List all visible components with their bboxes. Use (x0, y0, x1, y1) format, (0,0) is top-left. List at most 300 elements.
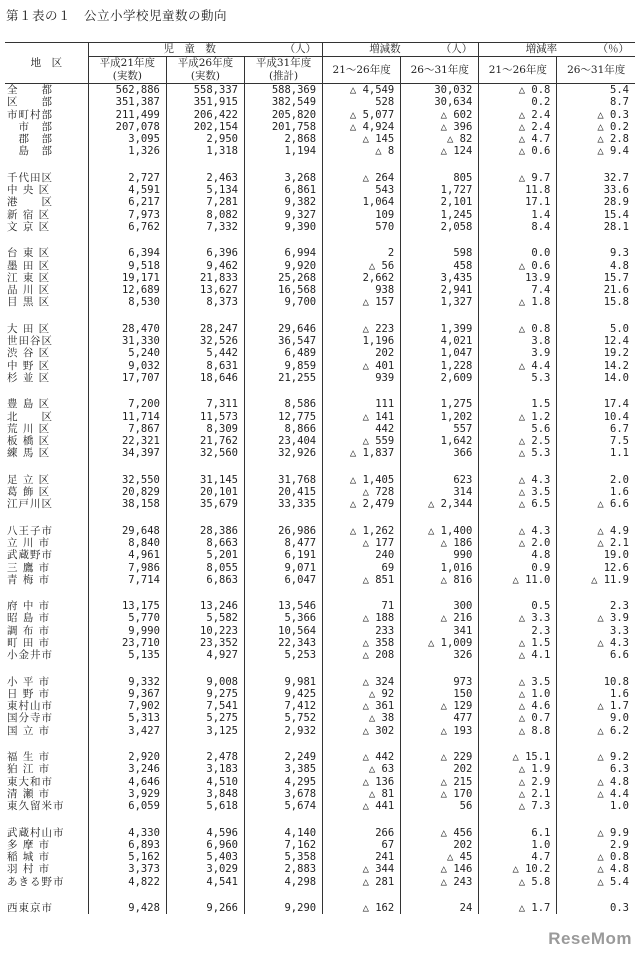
value-cell: 1,327 (401, 296, 479, 308)
spacer-cell (557, 158, 635, 172)
value-cell: △ 208 (323, 649, 401, 661)
spacer-cell (5, 888, 88, 902)
value-cell: 2,478 (166, 751, 244, 763)
value-cell: △ 216 (401, 612, 479, 624)
area-name-cell: 千代田区 (7, 171, 53, 184)
value-cell: 2,883 (244, 863, 322, 875)
value-cell: 9,275 (166, 688, 244, 700)
value-cell: 382,549 (244, 96, 322, 108)
spacer-cell (244, 233, 322, 247)
table-row (5, 109, 635, 121)
spacer-cell (479, 662, 557, 676)
value-cell: 3,373 (88, 863, 166, 875)
value-cell: △ 1.9 (479, 763, 557, 775)
value-cell: 3,268 (244, 172, 322, 184)
table-row (5, 121, 635, 133)
value-cell: 1,318 (166, 145, 244, 157)
table-row (5, 827, 635, 839)
area-name-cell: 江戸川区 (7, 498, 53, 511)
col-header-rate-26-31: 26～31年度 (557, 57, 635, 84)
table-row (5, 498, 635, 510)
spacer-cell (557, 737, 635, 751)
area-name-cell: 世田谷区 (7, 335, 53, 348)
col-header-h21 (88, 57, 166, 84)
value-cell: △ 56 (323, 260, 401, 272)
group-spacer (5, 309, 635, 323)
value-cell: △ 7.3 (479, 800, 557, 812)
value-cell: △ 2.1 (557, 537, 635, 549)
value-cell: △ 3.9 (557, 612, 635, 624)
value-cell: 8,530 (88, 296, 166, 308)
value-cell: 6,762 (88, 221, 166, 233)
value-cell: 5,752 (244, 712, 322, 724)
value-cell: 5,134 (166, 184, 244, 196)
spacer-cell (244, 158, 322, 172)
value-cell: 33,335 (244, 498, 322, 510)
col-header-h31 (244, 57, 322, 84)
area-name-cell: 三 鷹 市 (7, 561, 51, 574)
value-cell: 207,078 (88, 121, 166, 133)
spacer-cell (244, 737, 322, 751)
value-cell: 477 (401, 712, 479, 724)
area-name-cell: 東久留米市 (7, 800, 65, 813)
spacer-cell (88, 384, 166, 398)
value-cell: 8.4 (479, 221, 557, 233)
value-cell: 1,016 (401, 562, 479, 574)
count-group-header (88, 43, 322, 57)
spacer-cell (323, 662, 401, 676)
value-cell: 9,332 (88, 676, 166, 688)
table-row (5, 612, 635, 624)
value-cell: 990 (401, 549, 479, 561)
value-cell: 351,915 (166, 96, 244, 108)
value-cell: 13,246 (166, 600, 244, 612)
spacer-cell (557, 888, 635, 902)
table-body (5, 84, 635, 915)
value-cell: 2,463 (166, 172, 244, 184)
value-cell: 5,442 (166, 347, 244, 359)
table-row (5, 411, 635, 423)
spacer-cell (166, 309, 244, 323)
value-cell: 12,775 (244, 411, 322, 423)
value-cell: 2,941 (401, 284, 479, 296)
table-row (5, 676, 635, 688)
group-spacer (5, 233, 635, 247)
watermark-logo: ReseMom (548, 929, 632, 948)
value-cell: 7,714 (88, 574, 166, 586)
value-cell: △ 5,077 (323, 109, 401, 121)
value-cell: 6,861 (244, 184, 322, 196)
value-cell: 32,926 (244, 447, 322, 459)
value-cell: 2,662 (323, 272, 401, 284)
value-cell: △ 215 (401, 776, 479, 788)
value-cell: 33.6 (557, 184, 635, 196)
value-cell: △ 2.8 (557, 133, 635, 145)
value-cell: 31,768 (244, 474, 322, 486)
value-cell: 5.4 (557, 84, 635, 97)
spacer-cell (244, 309, 322, 323)
value-cell: 2 (323, 247, 401, 259)
value-cell: 22,343 (244, 637, 322, 649)
spacer-cell (166, 586, 244, 600)
area-name-cell: 板 橋 区 (7, 435, 51, 448)
value-cell: 2,932 (244, 725, 322, 737)
area-name-cell: あきる野市 (7, 875, 65, 888)
group-spacer (5, 737, 635, 751)
spacer-cell (401, 309, 479, 323)
value-cell: △ 358 (323, 637, 401, 649)
spacer-cell (5, 309, 88, 323)
value-cell: △ 162 (323, 902, 401, 914)
table-row (5, 876, 635, 888)
value-cell: 23,710 (88, 637, 166, 649)
spacer-cell (323, 586, 401, 600)
value-cell: 9,008 (166, 676, 244, 688)
value-cell: 1.0 (479, 839, 557, 851)
value-cell: 351,387 (88, 96, 166, 108)
group-spacer (5, 460, 635, 474)
area-name-cell: 清 瀬 市 (7, 787, 51, 800)
area-name-cell: 豊 島 区 (7, 398, 51, 411)
value-cell: △ 1.7 (557, 700, 635, 712)
value-cell: 30,634 (401, 96, 479, 108)
spacer-cell (557, 460, 635, 474)
value-cell: 1,275 (401, 398, 479, 410)
table-row (5, 272, 635, 284)
value-cell: △ 4.4 (557, 788, 635, 800)
value-cell: 4,961 (88, 549, 166, 561)
spacer-cell (557, 233, 635, 247)
value-cell: 8,373 (166, 296, 244, 308)
value-cell: 211,499 (88, 109, 166, 121)
value-cell: 5,618 (166, 800, 244, 812)
table-row (5, 839, 635, 851)
value-cell: 6,396 (166, 247, 244, 259)
value-cell: △ 728 (323, 486, 401, 498)
spacer-cell (244, 586, 322, 600)
table-row (5, 474, 635, 486)
spacer-cell (5, 813, 88, 827)
value-cell: △ 1.0 (479, 688, 557, 700)
value-cell: △ 0.8 (557, 851, 635, 863)
value-cell: 5,253 (244, 649, 322, 661)
value-cell: 6,960 (166, 839, 244, 851)
value-cell: 8.7 (557, 96, 635, 108)
value-cell: △ 281 (323, 876, 401, 888)
value-cell: 1,642 (401, 435, 479, 447)
table-row (5, 323, 635, 335)
value-cell: 266 (323, 827, 401, 839)
value-cell: 4,596 (166, 827, 244, 839)
value-cell: 67 (323, 839, 401, 851)
spacer-cell (323, 888, 401, 902)
value-cell: △ 1.8 (479, 296, 557, 308)
value-cell: 8,586 (244, 398, 322, 410)
value-cell: 3,183 (166, 763, 244, 775)
table-row (5, 84, 635, 97)
value-cell: △ 1,262 (323, 525, 401, 537)
value-cell: 31,145 (166, 474, 244, 486)
table-row (5, 486, 635, 498)
value-cell: 24 (401, 902, 479, 914)
table-row (5, 637, 635, 649)
value-cell: 20,415 (244, 486, 322, 498)
value-cell: △ 129 (401, 700, 479, 712)
value-cell: 16,568 (244, 284, 322, 296)
value-cell: 1,047 (401, 347, 479, 359)
value-cell: 13,175 (88, 600, 166, 612)
value-cell: 28,470 (88, 323, 166, 335)
spacer-cell (5, 233, 88, 247)
value-cell: 1,399 (401, 323, 479, 335)
spacer-cell (401, 384, 479, 398)
value-cell: △ 223 (323, 323, 401, 335)
value-cell: 7,541 (166, 700, 244, 712)
value-cell: △ 10.2 (479, 863, 557, 875)
value-cell: △ 11.9 (557, 574, 635, 586)
value-cell: △ 146 (401, 863, 479, 875)
spacer-cell (88, 460, 166, 474)
value-cell: 4.7 (479, 851, 557, 863)
value-cell: 109 (323, 209, 401, 221)
table-row (5, 221, 635, 233)
value-cell: 7,973 (88, 209, 166, 221)
value-cell: 32,550 (88, 474, 166, 486)
value-cell: 6,994 (244, 247, 322, 259)
area-name-cell: 羽 村 市 (7, 863, 51, 876)
value-cell: △ 1,405 (323, 474, 401, 486)
value-cell: 0.2 (479, 96, 557, 108)
value-cell: 15.4 (557, 209, 635, 221)
value-cell: 10.4 (557, 411, 635, 423)
student-count-table (5, 42, 635, 914)
value-cell: 0.0 (479, 247, 557, 259)
value-cell: △ 2.5 (479, 435, 557, 447)
value-cell: 4,646 (88, 776, 166, 788)
value-cell: △ 396 (401, 121, 479, 133)
col-header-h26 (166, 57, 244, 84)
rate-group-unit: （％） (597, 43, 629, 55)
value-cell: 69 (323, 562, 401, 574)
value-cell: △ 1.5 (479, 637, 557, 649)
value-cell: 28.1 (557, 221, 635, 233)
area-name-cell: 品 川 区 (7, 284, 51, 297)
table-row (5, 649, 635, 661)
value-cell: △ 5.3 (479, 447, 557, 459)
value-cell: △ 442 (323, 751, 401, 763)
value-cell: 6,394 (88, 247, 166, 259)
col-header-change-26-31: 26～31年度 (401, 57, 479, 84)
spacer-cell (88, 737, 166, 751)
value-cell: 562,886 (88, 84, 166, 97)
table-row (5, 423, 635, 435)
table-row (5, 574, 635, 586)
area-name-cell: 青 梅 市 (7, 573, 51, 586)
spacer-cell (323, 233, 401, 247)
value-cell: 29,648 (88, 525, 166, 537)
value-cell: 201,758 (244, 121, 322, 133)
table-row (5, 435, 635, 447)
value-cell: 300 (401, 600, 479, 612)
value-cell: 20,101 (166, 486, 244, 498)
value-cell: 8,082 (166, 209, 244, 221)
table-row (5, 284, 635, 296)
value-cell: △ 9.2 (557, 751, 635, 763)
value-cell: 3,385 (244, 763, 322, 775)
value-cell: 8,840 (88, 537, 166, 549)
value-cell: 10.8 (557, 676, 635, 688)
value-cell: △ 4,549 (323, 84, 401, 97)
value-cell: 8,631 (166, 360, 244, 372)
group-spacer (5, 813, 635, 827)
area-name-cell: 大 田 区 (7, 322, 51, 335)
value-cell: 26,986 (244, 525, 322, 537)
value-cell: 2.3 (557, 600, 635, 612)
value-cell: 4,927 (166, 649, 244, 661)
value-cell: 1.1 (557, 447, 635, 459)
spacer-cell (88, 309, 166, 323)
table-row (5, 625, 635, 637)
value-cell: 25,268 (244, 272, 322, 284)
value-cell: △ 0.6 (479, 260, 557, 272)
value-cell: 1.6 (557, 688, 635, 700)
value-cell: 9,390 (244, 221, 322, 233)
table-row (5, 347, 635, 359)
area-name-cell: 文 京 区 (7, 220, 51, 233)
value-cell: 3,929 (88, 788, 166, 800)
spacer-cell (479, 309, 557, 323)
spacer-cell (244, 888, 322, 902)
value-cell: 3,246 (88, 763, 166, 775)
value-cell: 9,071 (244, 562, 322, 574)
value-cell: 1.0 (557, 800, 635, 812)
value-cell: 1.4 (479, 209, 557, 221)
value-cell: 5,201 (166, 549, 244, 561)
value-cell: 7,311 (166, 398, 244, 410)
table-row (5, 360, 635, 372)
change-group-unit: （人） (440, 43, 473, 55)
value-cell: 2,101 (401, 196, 479, 208)
spacer-cell (401, 158, 479, 172)
value-cell: △ 2.9 (479, 776, 557, 788)
value-cell: 9,425 (244, 688, 322, 700)
value-cell: 9,700 (244, 296, 322, 308)
value-cell: △ 0.2 (557, 121, 635, 133)
group-spacer (5, 586, 635, 600)
value-cell: 150 (401, 688, 479, 700)
value-cell: 3.9 (479, 347, 557, 359)
value-cell: △ 124 (401, 145, 479, 157)
value-cell: 4,541 (166, 876, 244, 888)
spacer-cell (401, 586, 479, 600)
area-name-cell: 多 摩 市 (7, 838, 51, 851)
value-cell: 6,047 (244, 574, 322, 586)
spacer-cell (244, 662, 322, 676)
value-cell: 5,135 (88, 649, 166, 661)
value-cell: △ 264 (323, 172, 401, 184)
spacer-cell (244, 813, 322, 827)
value-cell: 6,489 (244, 347, 322, 359)
value-cell: △ 0.8 (479, 84, 557, 97)
area-name-cell: 小金井市 (7, 649, 53, 662)
value-cell: 3,848 (166, 788, 244, 800)
value-cell: 2,249 (244, 751, 322, 763)
group-spacer (5, 158, 635, 172)
value-cell: 9,920 (244, 260, 322, 272)
value-cell: 3.8 (479, 335, 557, 347)
value-cell: △ 141 (323, 411, 401, 423)
header-row-groups (5, 43, 635, 57)
value-cell: 13,627 (166, 284, 244, 296)
value-cell: 202,154 (166, 121, 244, 133)
value-cell: 36,547 (244, 335, 322, 347)
area-name-cell: 島 部 (7, 145, 53, 158)
value-cell: 7,200 (88, 398, 166, 410)
spacer-cell (5, 511, 88, 525)
spacer-cell (479, 888, 557, 902)
value-cell: △ 4.3 (479, 525, 557, 537)
table-row (5, 751, 635, 763)
value-cell: 5.6 (479, 423, 557, 435)
table-row (5, 776, 635, 788)
value-cell: △ 0.6 (479, 145, 557, 157)
table-row (5, 145, 635, 157)
table-row (5, 537, 635, 549)
value-cell: 598 (401, 247, 479, 259)
value-cell: 21,833 (166, 272, 244, 284)
value-cell: △ 6.2 (557, 725, 635, 737)
value-cell: 17.4 (557, 398, 635, 410)
value-cell: 8,309 (166, 423, 244, 435)
spacer-cell (557, 309, 635, 323)
area-name-cell: 府 中 市 (7, 600, 51, 613)
spacer-cell (166, 233, 244, 247)
value-cell: 9,981 (244, 676, 322, 688)
value-cell: 7,281 (166, 196, 244, 208)
area-name-cell: 江 東 区 (7, 271, 51, 284)
value-cell: 9,462 (166, 260, 244, 272)
value-cell: 29,646 (244, 323, 322, 335)
area-name-cell: 新 宿 区 (7, 208, 51, 221)
spacer-cell (557, 586, 635, 600)
spacer-cell (323, 309, 401, 323)
spacer-cell (88, 586, 166, 600)
value-cell: 1.6 (557, 486, 635, 498)
value-cell: 205,820 (244, 109, 322, 121)
value-cell: △ 229 (401, 751, 479, 763)
spacer-cell (557, 662, 635, 676)
value-cell: △ 177 (323, 537, 401, 549)
value-cell: △ 302 (323, 725, 401, 737)
value-cell: △ 193 (401, 725, 479, 737)
value-cell: 6,217 (88, 196, 166, 208)
value-cell: △ 2.4 (479, 109, 557, 121)
value-cell: △ 6.6 (557, 498, 635, 510)
area-name-cell: 荒 川 区 (7, 422, 51, 435)
value-cell: △ 9.4 (557, 145, 635, 157)
area-name-cell: 西東京市 (7, 902, 53, 915)
area-name-cell: 目 黒 区 (7, 296, 51, 309)
value-cell: △ 816 (401, 574, 479, 586)
table-row (5, 800, 635, 812)
value-cell: △ 5.8 (479, 876, 557, 888)
value-cell: △ 559 (323, 435, 401, 447)
value-cell: 13.9 (479, 272, 557, 284)
value-cell: 5,358 (244, 851, 322, 863)
table-row (5, 296, 635, 308)
value-cell: 4,591 (88, 184, 166, 196)
rate-group-label: 増減率 (525, 43, 558, 55)
